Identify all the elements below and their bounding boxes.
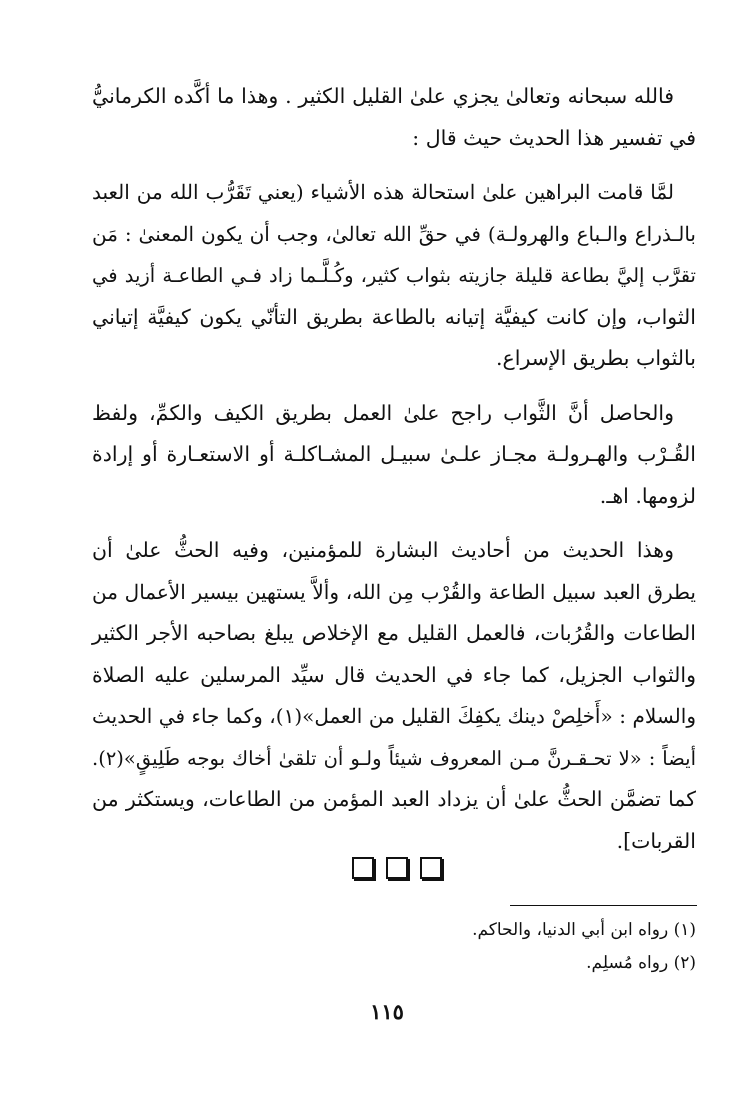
paragraph-1: [92, 76, 696, 159]
text-line: والثواب الجزيل، كما جاء في الحديث قال سيِّد المرسلين عليه الصلاة: [92, 662, 696, 687]
paragraph-4: [92, 530, 696, 862]
text-line: في تفسير هذا الحديث حيث قال :: [412, 125, 696, 150]
text-line: لمَّا قامت البراهين علىٰ استحالة هذه الأشياء (يعني تَقَرُّب الله من العبد: [92, 180, 674, 204]
section-end-ornament: [352, 857, 442, 881]
main-text: [92, 76, 696, 862]
paragraph-2: [92, 172, 696, 380]
text-line: لزومها. اهـ.: [599, 483, 696, 508]
text-line: الطاعات والقُرُبات، فالعمل القليل مع الإخلاص يبلغ بصاحبه الأجر الكثير: [92, 621, 696, 645]
page-number: ١١٥: [370, 999, 404, 1024]
text-line: والسلام : «أَخلِصْ دينك يكفِكَ القليل من العمل»(١)، وكما جاء في الحديث: [92, 704, 696, 728]
text-line: الثواب، وإن كانت كيفيَّة إتيانه بالطاعة بطريق التأنّي يكون كيفيَّة إتياني: [92, 304, 696, 329]
text-line: بالثواب بطريق الإسراع.: [496, 346, 696, 370]
text-line: القربات].: [616, 828, 696, 853]
text-line: بالـذراع والـباع والهرولـة) في حقِّ الله تعالىٰ، وجب أن يكون المعنىٰ : مَن: [92, 221, 696, 246]
footnote-divider: [510, 905, 697, 906]
text-line: القُـرْب والهـرولـة مجـاز علـىٰ سبيـل المشـاكلـة أو الاستعـارة أو إرادة: [92, 442, 696, 466]
text-line: وهذا الحديث من أحاديث البشارة للمؤمنين، وفيه الحثُّ علىٰ أن: [92, 538, 674, 562]
footnote-2: (٢) رواه مُسلِم.: [586, 953, 696, 973]
square-ornament-icon: [352, 857, 374, 879]
text-line: يطرق العبد سبيل الطاعة والقُرْب مِن الله، وألاَّ يستهين بيسير الأعمال من: [92, 579, 696, 604]
text-line: فالله سبحانه وتعالىٰ يجزي علىٰ القليل الكثير . وهذا ما أكَّده الكرمانيُّ: [92, 84, 674, 108]
footnotes: [300, 914, 696, 980]
square-ornament-icon: [386, 857, 408, 879]
text-line: كما تضمَّن الحثُّ علىٰ أن يزداد العبد المؤمن من الطاعات، ويستكثر من: [92, 787, 696, 811]
paragraph-3: [92, 393, 696, 518]
text-line: والحاصل أنَّ الثَّواب راجح علىٰ العمل بطريق الكيف والكمِّ، ولفظ: [92, 400, 674, 425]
square-ornament-icon: [420, 857, 442, 879]
text-line: أيضاً : «لا تحـقـرنَّ مـن المعروف شيئاً ولـو أن تلقىٰ أخاك بوجه طَلِيقٍ»(٢).: [92, 746, 696, 770]
footnote-1: (١) رواه ابن أبي الدنيا، والحاكم.: [472, 920, 696, 940]
text-line: تقرَّب إليَّ بطاعة قليلة جازيته بثواب كثير، وكُـلَّـما زاد فـي الطاعـة أزيد في: [92, 264, 696, 287]
